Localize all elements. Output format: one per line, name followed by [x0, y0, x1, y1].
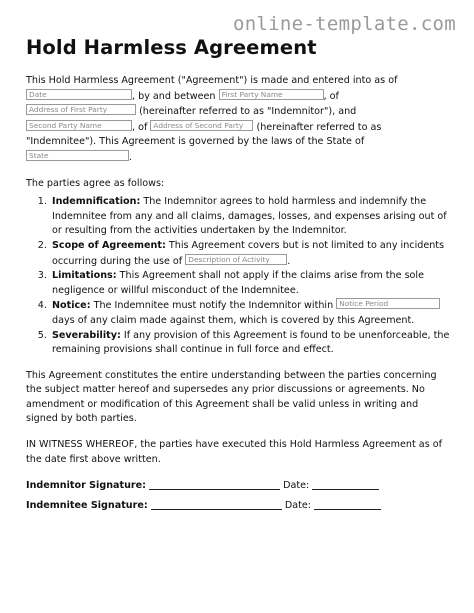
- document-page: [26, 36, 450, 511]
- clauses-list: [26, 195, 450, 358]
- clause-text: If any provision of this Agreement is found to be unenforceable, the remaining provisions shall continue in full force and effect.: [52, 329, 450, 356]
- clause-text: This Agreement covers but is not limited to any incidents occurring during the use of: [52, 239, 445, 267]
- indemnitee-signature-line[interactable]: [151, 499, 282, 510]
- clause-title: Severability:: [52, 329, 121, 341]
- clause-text: This Agreement shall not apply if the claims arise from the sole negligence or willful misconduct of the Indemnitee.: [52, 270, 424, 296]
- clause-title: Indemnification:: [52, 196, 141, 208]
- entire-agreement-paragraph: This Agreement constitutes the entire understanding between the parties concerning the subject matter hereof and supersedes any prior discussions or agreements. No amendment or modification of this Agreement shall be valid unless in writing and signed by both parties.: [26, 369, 437, 425]
- clause-notice: [50, 298, 450, 328]
- clause-text: The Indemnitee must notify the Indemnitor within: [93, 300, 334, 312]
- clause-severability: [50, 329, 450, 358]
- intro-text-2: , by and between: [132, 90, 216, 102]
- parties-agree-text: The parties agree as follows:: [26, 177, 165, 189]
- clause-text: The Indemnitor agrees to hold harmless and indemnify the Indemnitee from any and all claims, damages, losses, and expenses arising out of or resulting from the activities undertaken by the Indemnitor.: [52, 196, 447, 237]
- clause-indemnification: [50, 195, 450, 239]
- clause-title: Notice:: [52, 300, 91, 312]
- clause-title: Scope of Agreement:: [52, 239, 166, 251]
- intro-text-5: , of: [132, 121, 148, 133]
- first-party-name-field[interactable]: First Party Name: [219, 89, 324, 100]
- witness-paragraph: IN WITNESS WHEREOF, the parties have executed this Hold Harmless Agreement as of the date first above written.: [26, 439, 442, 465]
- clause-title: Limitations:: [52, 270, 117, 282]
- indemnitor-signature-line[interactable]: [149, 479, 280, 490]
- first-party-address-field[interactable]: Address of First Party: [26, 104, 136, 115]
- clause-text-after: .: [287, 255, 291, 267]
- clause-limitations: [50, 269, 450, 298]
- date-label: Date:: [283, 480, 310, 492]
- intro-text-3: , of: [323, 90, 339, 102]
- intro-text-6: (hereinafter referred to as "Indemnitee"). This Agreement is governed by the laws of the State of: [26, 121, 382, 148]
- state-field[interactable]: State: [26, 150, 129, 161]
- second-party-name-field[interactable]: Second Party Name: [26, 120, 132, 131]
- indemnitor-signature-label: Indemnitor Signature:: [26, 480, 146, 492]
- intro-text-1: This Hold Harmless Agreement ("Agreement") is made and entered into as of: [26, 75, 398, 86]
- notice-period-field[interactable]: Notice Period: [336, 298, 440, 309]
- indemnitee-signature-row: [26, 499, 450, 511]
- site-watermark: online-template.com: [232, 13, 456, 35]
- second-party-address-field[interactable]: Address of Second Party: [150, 120, 253, 131]
- date-field[interactable]: Date: [26, 89, 132, 100]
- indemnitor-date-line[interactable]: [312, 479, 379, 490]
- clause-text-after: days of any claim made against them, which is covered by this Agreement.: [52, 314, 415, 326]
- document-title: Hold Harmless Agreement: [26, 36, 317, 59]
- intro-text-4: (hereinafter referred to as "Indemnitor"), and: [139, 106, 357, 118]
- indemnitee-signature-label: Indemnitee Signature:: [26, 500, 148, 512]
- clause-scope: [50, 239, 450, 269]
- activity-description-field[interactable]: Description of Activity: [185, 254, 287, 265]
- indemnitee-date-line[interactable]: [314, 499, 381, 510]
- intro-paragraph: [26, 74, 450, 166]
- intro-text-7: .: [129, 151, 133, 163]
- date-label: Date:: [284, 500, 311, 512]
- indemnitor-signature-row: [26, 479, 450, 491]
